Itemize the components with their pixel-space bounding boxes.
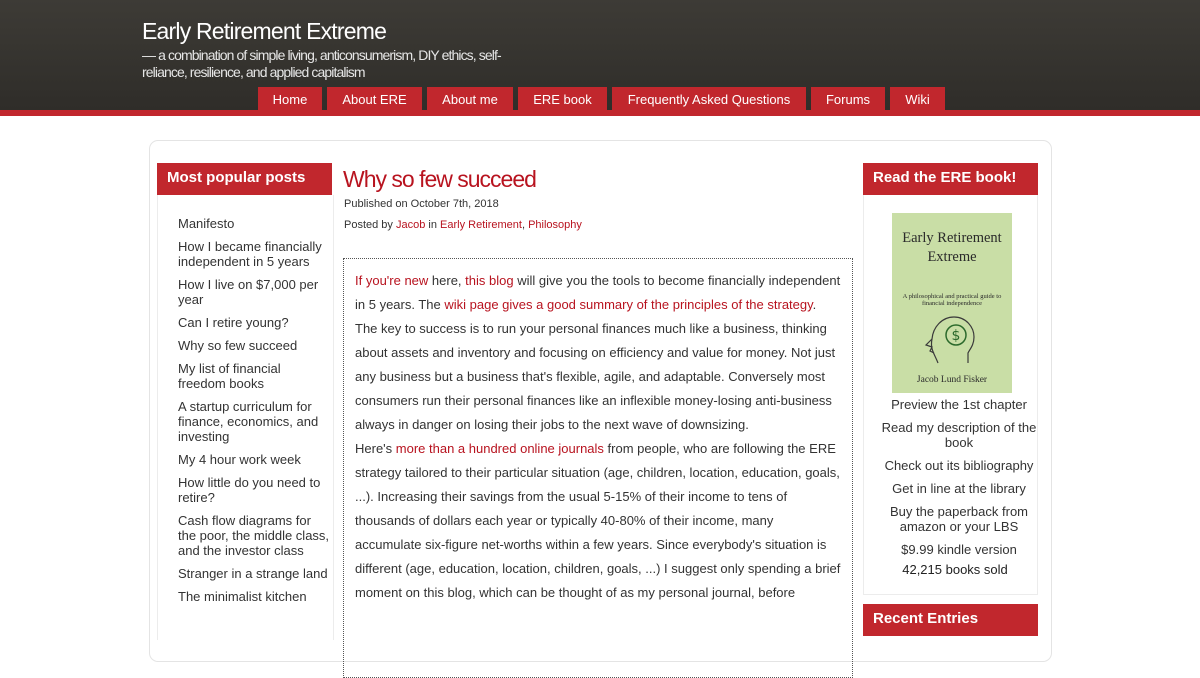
head-dollar-icon <box>920 305 984 369</box>
nav-wiki[interactable]: Wiki <box>890 87 945 112</box>
book-cover-author: Jacob Lund Fisker <box>916 375 988 385</box>
popular-post-link[interactable]: Stranger in a strange land <box>178 566 328 581</box>
book-link-preview[interactable]: Preview the 1st chapter <box>891 397 1027 412</box>
byline-comma: , <box>521 219 529 231</box>
popular-post-link[interactable]: How little do you need to retire? <box>178 475 321 505</box>
popular-post-link[interactable]: My 4 hour work week <box>178 452 301 467</box>
site-header <box>0 0 1200 110</box>
blog-link[interactable]: this blog <box>465 273 514 288</box>
popular-post-link[interactable]: How I became financially independent in 5 years <box>178 239 322 269</box>
book-link-kindle[interactable]: $9.99 kindle version <box>901 542 1017 557</box>
book-link-bibliography[interactable]: Check out its bibliography <box>884 458 1034 473</box>
book-link-library[interactable]: Get in line at the library <box>892 481 1026 496</box>
book-links-list <box>880 397 1038 565</box>
popular-post-link[interactable]: The minimalist kitchen <box>178 589 307 604</box>
body-text: will give you the tools to become financially independent in 5 years. The <box>355 273 841 312</box>
header-divider <box>0 110 1200 116</box>
author-link[interactable]: Jacob <box>395 219 426 231</box>
book-link-description[interactable]: Read my description of the book <box>881 420 1037 450</box>
popular-post-link[interactable]: My list of financial freedom books <box>178 361 281 391</box>
popular-post-link[interactable]: Why so few succeed <box>178 338 298 353</box>
nav-home[interactable]: Home <box>258 87 322 112</box>
nav-faq[interactable]: Frequently Asked Questions <box>612 87 806 112</box>
nav-about-ere[interactable]: About ERE <box>327 87 422 112</box>
body-text: . The key to success is to run your personal finances much like a business, thinking about assets and inventory and focusing on efficiency and value for money. Not just any business but a business that's flexible, agile, and adaptable. Conversely most consumers run their personal finances like an inflexible money-losing anti-business always in danger on losing their jobs to the next wave of downsizing. <box>355 297 836 432</box>
post-byline <box>344 219 582 231</box>
post-paragraph <box>355 269 841 437</box>
byline-prefix: Posted by <box>344 219 396 231</box>
category-link[interactable]: Early Retirement <box>440 219 522 231</box>
post-body <box>343 258 853 678</box>
post-paragraph <box>355 437 841 605</box>
post-title[interactable]: Why so few succeed <box>343 166 536 192</box>
book-link-paperback[interactable]: Buy the paperback from amazon or your LBS <box>889 504 1029 534</box>
book-cover-image[interactable] <box>892 213 1012 393</box>
popular-post-link[interactable]: How I live on $7,000 per year <box>178 277 319 307</box>
nav-forums[interactable]: Forums <box>811 87 885 112</box>
popular-post-link[interactable]: Can I retire young? <box>178 315 289 330</box>
post-date: Published on October 7th, 2018 <box>344 198 499 210</box>
site-tagline: — a combination of simple living, anticonsumerism, DIY ethics, self-reliance, resilience, and applied capitalism <box>142 47 501 80</box>
svg-text:$: $ <box>951 328 961 344</box>
byline-in: in <box>425 219 441 231</box>
nav-about-me[interactable]: About me <box>427 87 513 112</box>
new-readers-link[interactable]: If you're new <box>355 273 429 288</box>
popular-post-link[interactable]: Cash flow diagrams for the poor, the middle class, and the investor class <box>178 513 330 558</box>
book-cover-title: Early Retirement Extreme <box>902 230 1002 265</box>
body-text: Here's <box>355 441 396 456</box>
popular-posts-list <box>178 216 330 612</box>
category-link[interactable]: Philosophy <box>528 219 582 231</box>
books-sold-count: 42,215 books sold <box>902 562 1008 577</box>
wiki-summary-link[interactable]: wiki page gives a good summary of the principles of the strategy <box>444 297 813 312</box>
book-cover-subtitle: A philosophical and practical guide to financial independence <box>902 293 1002 307</box>
popular-post-link[interactable]: Manifesto <box>178 216 235 231</box>
popular-post-link[interactable]: A startup curriculum for finance, economics, and investing <box>178 399 319 444</box>
body-text: from people, who are following the ERE strategy tailored to their particular situation (age, children, location, education, goals, ...). Increasing their savings from the usual 5-15% of their income to tens of thousands of dollars each year or typically 40-80% of their income, many accumulate six-figure net-worths within a few years. Since everybody's situation is different (age, education, location, children, goals, ...) I suggest only spending a brief moment on this blog, which can be thought of as my personal journal, before <box>355 441 841 600</box>
site-title[interactable]: Early Retirement Extreme <box>142 18 387 44</box>
recent-entries-heading: Recent Entries <box>863 604 1038 636</box>
journals-link[interactable]: more than a hundred online journals <box>395 441 604 456</box>
popular-posts-heading: Most popular posts <box>157 163 332 195</box>
book-heading: Read the ERE book! <box>863 163 1038 195</box>
nav-ere-book[interactable]: ERE book <box>518 87 607 112</box>
body-text: here, <box>428 273 466 288</box>
